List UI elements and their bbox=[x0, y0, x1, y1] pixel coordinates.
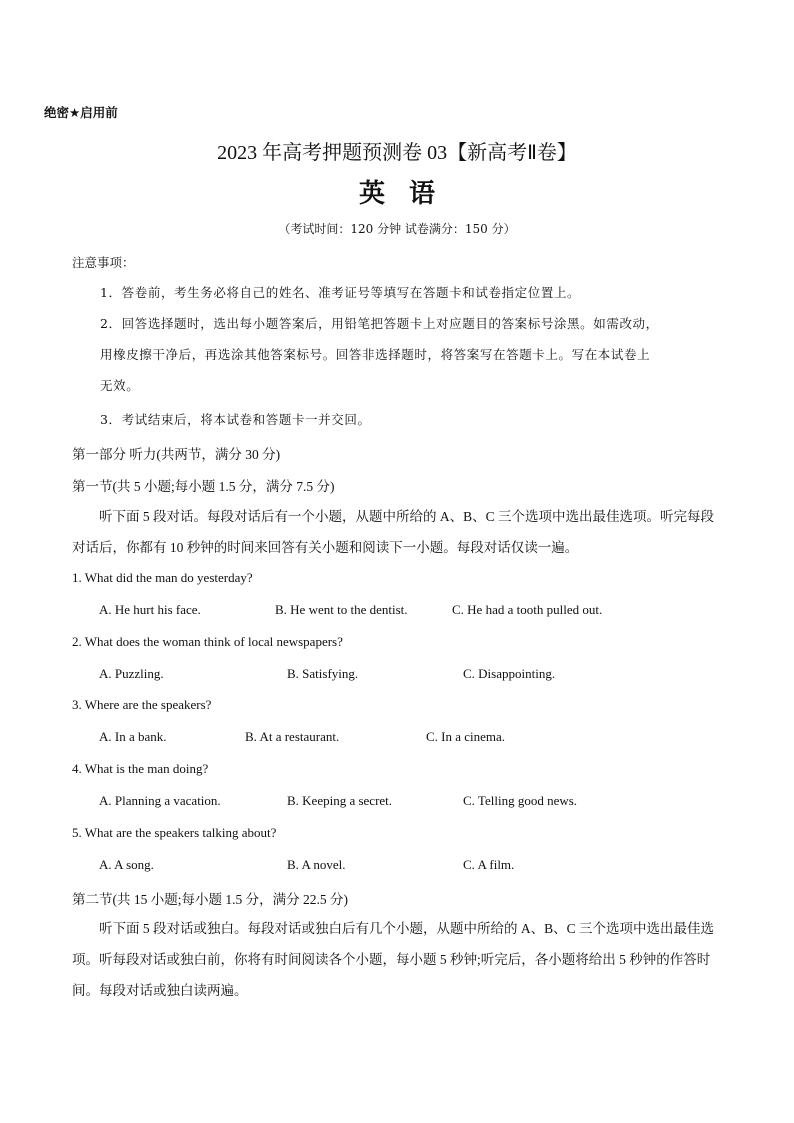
question-1: 1. What did the man do yesterday? bbox=[72, 570, 253, 585]
question-5-option-c: C. A film. bbox=[463, 857, 515, 872]
question-2: 2. What does the woman think of local newspapers? bbox=[72, 634, 343, 649]
subject-title: 英语 bbox=[358, 179, 459, 209]
question-5-option-a: A. A song. bbox=[99, 857, 154, 872]
question-2-option-c: C. Disappointing. bbox=[463, 666, 556, 681]
section2-instructions: 听下面 5 段对话或独白。每段对话或独白后有几个小题，从题中所给的 A、B、C 三个选项中选出最佳选项。听每段对话或独白前，你将有时间阅读各个小题，每小题 5 秒钟;听完后，各小题将给出 5 秒钟的作答时间。每段对话或独白读两遍。 bbox=[72, 921, 715, 998]
note-item-3: 3．考试结束后，将本试卷和答题卡一并交回。 bbox=[100, 412, 371, 427]
question-1-option-c: C. He had a tooth pulled out. bbox=[452, 602, 603, 617]
note-item-2-line-2: 用橡皮擦干净后，再选涂其他答案标号。回答非选择题时，将答案写在答题卡上。写在本试卷上 bbox=[100, 347, 651, 362]
note-item-2-line-1: 2．回答选择题时，选出每小题答案后，用铅笔把答题卡上对应题目的答案标号涂黑。如需改动， bbox=[100, 316, 659, 331]
question-5-option-b: B. A novel. bbox=[287, 857, 346, 872]
question-2-option-a: A. Puzzling. bbox=[99, 666, 164, 681]
section1-heading: 第一节(共 5 小题;每小题 1.5 分，满分 7.5 分) bbox=[72, 479, 335, 494]
note-item-1: 1．答卷前，考生务必将自己的姓名、准考证号等填写在答题卡和试卷指定位置上。 bbox=[100, 285, 581, 300]
question-3-option-c: C. In a cinema. bbox=[426, 729, 506, 744]
notes-heading: 注意事项： bbox=[72, 255, 135, 270]
question-3: 3. Where are the speakers? bbox=[72, 697, 212, 712]
question-3-option-b: B. At a restaurant. bbox=[245, 729, 340, 744]
note-item-2-line-3: 无效。 bbox=[100, 378, 140, 393]
question-4-option-b: B. Keeping a secret. bbox=[287, 793, 393, 808]
question-4-option-a: A. Planning a vacation. bbox=[99, 793, 221, 808]
exam-meta: （考试时间：120 分钟 试卷满分：150 分） bbox=[278, 222, 516, 236]
question-2-option-b: B. Satisfying. bbox=[287, 666, 359, 681]
secret-mark: 绝密★启用前 bbox=[44, 105, 118, 120]
question-4: 4. What is the man doing? bbox=[72, 761, 209, 776]
section2-heading: 第二节(共 15 小题;每小题 1.5 分，满分 22.5 分) bbox=[72, 892, 348, 907]
question-3-option-a: A. In a bank. bbox=[99, 729, 167, 744]
question-5: 5. What are the speakers talking about? bbox=[72, 825, 277, 840]
question-4-option-c: C. Telling good news. bbox=[463, 793, 578, 808]
question-1-option-a: A. He hurt his face. bbox=[99, 602, 201, 617]
section1-instructions: 听下面 5 段对话。每段对话后有一个小题，从题中所给的 A、B、C 三个选项中选出最佳选项。听完每段对话后，你都有 10 秒钟的时间来回答有关小题和阅读下一小题。每段对话仅读一遍。 bbox=[72, 509, 715, 555]
part1-heading: 第一部分 听力(共两节，满分 30 分) bbox=[72, 447, 281, 462]
question-1-option-b: B. He went to the dentist. bbox=[275, 602, 408, 617]
exam-title: 2023 年高考押题预测卷 03【新高考Ⅱ卷】 bbox=[217, 142, 577, 164]
